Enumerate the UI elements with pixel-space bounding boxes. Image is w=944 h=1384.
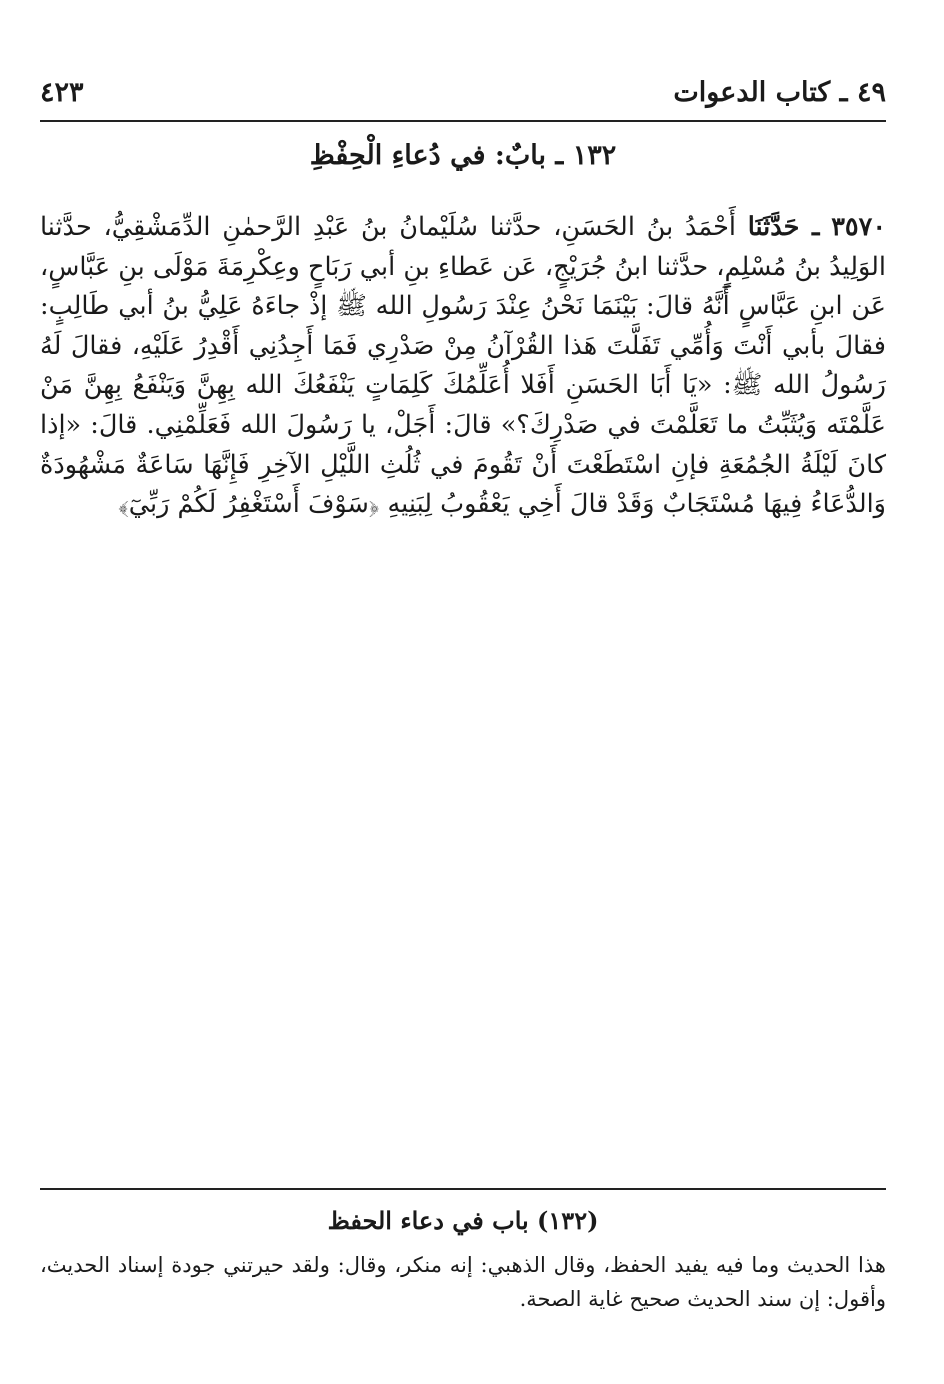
- hadith-number: ٣٥٧٠: [831, 212, 887, 242]
- notes-heading: (١٣٢) باب في دعاء الحفظ: [327, 1206, 599, 1235]
- hadith-paragraph: [40, 208, 886, 528]
- page-content: [40, 0, 886, 1384]
- notes-text: [40, 1248, 886, 1316]
- footnote-divider: [40, 1188, 886, 1190]
- section-heading: ١٣٢ ـ بابٌ: في دُعاءِ الْحِفْظِ: [309, 140, 617, 171]
- hadith-text: [40, 208, 886, 528]
- notes-paragraph: هذا الحديث وما فيه يفيد الحفظ، وقال الذهبي: إنه منكر، وقال: ولقد حيرتني جودة إسناد الحديث، وأقول: إن سند الحديث صحيح غاية الصحة.: [40, 1253, 886, 1311]
- page-number: ٤٢٣: [40, 76, 84, 108]
- header-divider: [40, 120, 886, 122]
- hadith-body-part1: أَحْمَدُ بنُ الحَسَنِ، حدَّثنا سُلَيْمانُ بنُ عَبْدِ الرَّحمٰنِ الدِّمَشْقِيُّ، حدَّثنا الوَلِيدُ بنُ مُسْلِمٍ، حدَّثنا ابنُ جُرَيْجٍ، عَن عَطاءِ بنِ أبي رَبَاحٍ وعِكْرِمَةَ مَوْلَى بنِ عَبَّاسٍ، عَن ابنِ عَبَّاسٍ أَنَّهُ قالَ: بَيْنَمَا نَحْنُ عِنْدَ رَسُولِ الله ﷺ إذْ جاءَهُ عَلِيُّ بنُ أبي طَالِبٍ: فقالَ بأبي أَنْتَ وَأُمِّي تَفَلَّتَ هَذا القُرْآنُ مِنْ صَدْرِي فَمَا أَجِدُنِي أَقْدِرُ عَلَيْهِ، فقالَ لَهُ رَسُولُ الله ﷺ: «يَا أَبَا الحَسَنِ أَفَلا أُعَلِّمُكَ كَلِمَاتٍ يَنْفَعُكَ الله بِهِنَّ وَيَنْفَعُ بِهِنَّ مَنْ عَلَّمْتَه وَيُثَبِّتُ ما تَعَلَّمْتَ في صَدْرِكَ؟» قالَ: أَجَلْ، يا رَسُولَ الله فَعَلِّمْنِي. قالَ: «إذا كانَ لَيْلَةُ الجُمُعَةِ فإنِ اسْتَطَعْتَ أَنْ تَقُومَ في ثُلُثِ اللَّيْلِ الآخِرِ فَإِنَّهَا سَاعَةٌ مَشْهُودَةٌ وَالدُّعَاءُ فِيهَا مُسْتَجَابٌ وَقَدْ قالَ أَخِي يَعْقُوبُ لِبَنِيهِ ﴿سَوْفَ أَسْتَغْفِرُ لَكُمْ رَبِّيٓ﴾: [40, 212, 886, 520]
- running-header: [40, 70, 886, 114]
- hadith-intro: ـ حَدَّثَنَا: [747, 212, 820, 242]
- chapter-title: ٤٩ ـ كتاب الدعوات: [673, 76, 886, 108]
